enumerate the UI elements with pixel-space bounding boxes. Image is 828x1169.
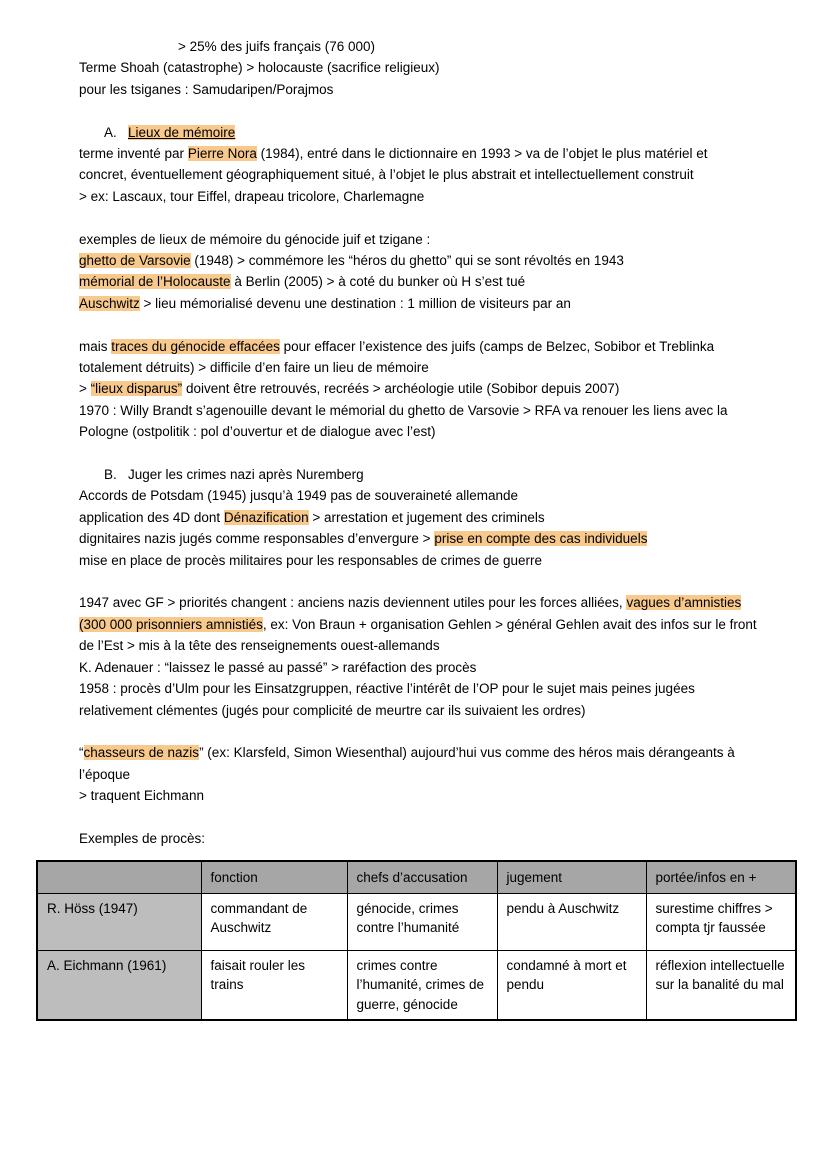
paragraph-traces-effacees	[79, 336, 757, 379]
intro-line-1: > 25% des juifs français (76 000)	[178, 39, 375, 54]
section-a-heading	[104, 122, 782, 143]
section-b-marker: B.	[104, 467, 117, 483]
text-run: (1984), entré dans le dictionnaire en 1993 > va de l’objet le plus matériel et concret, éventuellement géographiquement situé, à l’objet le plus abstrait et intellectuellement construit	[79, 146, 708, 183]
paragraph-lieux-disparus	[79, 378, 757, 399]
text-run: “	[79, 745, 84, 761]
highlight-vagues-amnisties: vagues d’amnisties (300 000 prisonniers amnistiés	[79, 595, 742, 632]
blank-line	[79, 571, 795, 592]
highlight-auschwitz: Auschwitz	[79, 295, 140, 311]
text-run: > arrestation et jugement des criminels	[308, 509, 545, 525]
paragraph-auschwitz	[79, 293, 757, 314]
paragraph-traquent-eichmann: > traquent Eichmann	[79, 788, 204, 804]
blank-line	[79, 314, 795, 335]
paragraph-proces-militaires: mise en place de procès militaires pour les responsables de crimes de guerre	[79, 552, 542, 568]
text-run: 1947 avec GF > priorités changent : anciens nazis deviennent utiles pour les forces alliées,	[79, 595, 627, 611]
table-header-jugement: jugement	[497, 861, 646, 893]
text-run: mais	[79, 338, 112, 354]
blank-line	[79, 443, 795, 464]
blank-line	[79, 207, 795, 228]
highlight-denazification: Dénazification	[223, 509, 309, 525]
table-cell-jugement: condamné à mort et pendu	[497, 950, 646, 1020]
table-row-hoss	[37, 893, 796, 950]
paragraph-memorial-holocauste	[79, 271, 757, 292]
paragraph-adenauer: K. Adenauer : “laissez le passé au passé” > raréfaction des procès	[79, 659, 477, 675]
text-run: ” (ex: Klarsfeld, Simon Wiesenthal) aujourd’hui vus comme des héros mais dérangeants à l’époque	[79, 745, 735, 782]
text-run: pour effacer l’existence des juifs (camps de Belzec, Sobibor et Treblinka totalement détruits) > difficile d’en faire un lieu de mémoire	[79, 338, 715, 376]
text-run: > lieu mémorialisé devenu une destination : 1 million de visiteurs par an	[139, 295, 571, 311]
paragraph-ghetto-varsovie	[79, 250, 757, 271]
table-header-fonction: fonction	[201, 861, 347, 893]
table-cell-accusation: crimes contre l’humanité, crimes de guerre, génocide	[347, 950, 497, 1020]
highlight-chasseurs-nazis: chasseurs de nazis	[83, 745, 200, 761]
section-a-title-highlight: Lieux de mémoire	[128, 124, 236, 140]
table-cell-portee: réflexion intellectuelle sur la banalité du mal	[646, 950, 796, 1020]
text-run: doivent être retrouvés, recréés > archéologie utile (Sobibor depuis 2007)	[182, 381, 620, 397]
paragraph-dignitaires	[79, 528, 757, 549]
text-run: terme inventé par	[79, 146, 188, 162]
table-cell-name: R. Höss (1947)	[37, 893, 201, 950]
paragraph-potsdam: Accords de Potsdam (1945) jusqu’à 1949 pas de souveraineté allemande	[79, 488, 519, 504]
paragraph-proces-ulm: 1958 : procès d’Ulm pour les Einsatzgruppen, réactive l’intérêt de l’OP pour le sujet mais peines jugées relativement clémentes (jugés pour complicité de meurtre car ils suivaient les ordres)	[79, 681, 695, 718]
highlight-memorial-holocauste: mémorial de l’Holocauste	[79, 274, 231, 290]
table-cell-portee: surestime chiffres > compta tjr faussée	[646, 893, 796, 950]
blank-line	[79, 100, 795, 121]
paragraph-pierre-nora	[79, 143, 757, 186]
intro-line-2: Terme Shoah (catastrophe) > holocauste (sacrifice religieux)	[79, 60, 440, 76]
text-run: application des 4D dont	[79, 509, 224, 525]
highlight-lieux-disparus: “lieux disparus”	[90, 381, 183, 397]
paragraph-exemples-proces: Exemples de procès:	[79, 830, 206, 846]
paragraph-willy-brandt: 1970 : Willy Brandt s’agenouille devant le mémorial du ghetto de Varsovie > RFA va renouer les liens avec la Pologne (ostpolitik : pol d’ouvertur et de dialogue avec l’est)	[79, 402, 728, 440]
text-run: , ex: Von Braun + organisation Gehlen > général Gehlen avait des infos sur le front de l’Est > mis à la tête des renseignements ouest-allemands	[79, 616, 757, 654]
table-header-portee: portée/infos en +	[646, 861, 796, 893]
table-cell-accusation: génocide, crimes contre l’humanité	[347, 893, 497, 950]
highlight-cas-individuels: prise en compte des cas individuels	[434, 531, 648, 547]
paragraph-1947-amnisties	[79, 592, 757, 656]
table-cell-fonction: faisait rouler les trains	[201, 950, 347, 1020]
table-header-empty	[37, 861, 201, 893]
blank-line	[79, 807, 795, 828]
highlight-ghetto-varsovie: ghetto de Varsovie	[79, 253, 191, 269]
table-cell-name: A. Eichmann (1961)	[37, 950, 201, 1020]
paragraph-exemples-intro: exemples de lieux de mémoire du génocide juif et tzigane :	[79, 231, 431, 247]
highlight-traces-effacees: traces du génocide effacées	[111, 338, 280, 354]
table-row-eichmann	[37, 950, 796, 1020]
text-run: dignitaires nazis jugés comme responsables d’envergure >	[79, 531, 435, 547]
table-cell-fonction: commandant de Auschwitz	[201, 893, 347, 950]
highlight-pierre-nora: Pierre Nora	[187, 146, 257, 162]
text-run: >	[79, 381, 91, 397]
section-a-marker: A.	[104, 124, 117, 140]
paragraph-chasseurs-nazis	[79, 742, 757, 785]
trials-table	[36, 860, 797, 1021]
paragraph-denazification	[79, 507, 757, 528]
section-b-title: Juger les crimes nazi après Nuremberg	[128, 467, 364, 483]
section-b-heading	[104, 464, 782, 485]
trials-table-wrapper	[36, 860, 795, 1021]
paragraph-examples-lieux: > ex: Lascaux, tour Eiffel, drapeau tricolore, Charlemagne	[79, 188, 425, 204]
table-header-accusation: chefs d’accusation	[347, 861, 497, 893]
text-run: (1948) > commémore les “héros du ghetto” qui se sont révoltés en 1943	[190, 253, 624, 269]
text-run: à Berlin (2005) > à coté du bunker où H s’est tué	[230, 274, 526, 290]
intro-line-3: pour les tsiganes : Samudaripen/Porajmos	[79, 81, 334, 97]
blank-line	[79, 721, 795, 742]
table-cell-jugement: pendu à Auschwitz	[497, 893, 646, 950]
table-header-row	[37, 861, 796, 893]
